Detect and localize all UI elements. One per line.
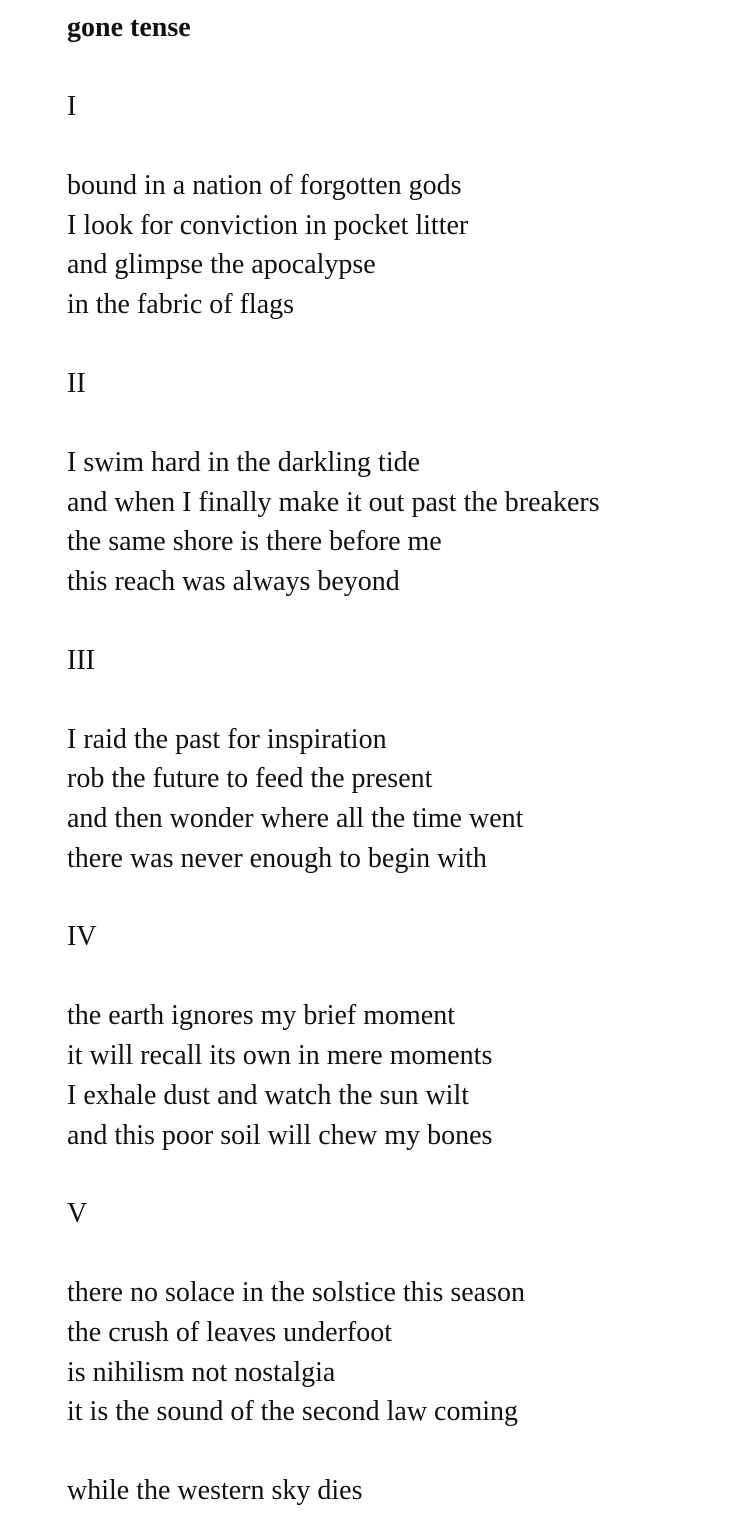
section-number-1: I [67,91,77,122]
stanza-1 [67,166,717,325]
stanza-line: there was never enough to begin with [67,842,487,874]
stanza-line: is nihilism not nostalgia [67,1356,336,1388]
stanza-line: I swim hard in the darkling tide [67,446,421,478]
stanza-2 [67,443,717,602]
stanza-line: this reach was always beyond [67,565,400,597]
stanza-line: it is the sound of the second law coming [67,1396,519,1428]
section-number-3: III [67,644,95,676]
section-number-5: V [67,1198,88,1230]
stanza-line: I exhale dust and watch the sun wilt [67,1079,470,1111]
stanza-line: and this poor soil will chew my bones [67,1119,493,1151]
stanza-line: the earth ignores my brief moment [67,1000,455,1032]
stanza-line: bound in a nation of forgotten gods [67,170,462,201]
stanza-line: I look for conviction in pocket litter [67,209,469,241]
stanza-line: I raid the past for inspiration [67,723,387,755]
stanza-line: rob the future to feed the present [67,763,433,795]
stanza-line: it will recall its own in mere moments [67,1040,493,1072]
coda-line: while the western sky dies [67,1475,363,1507]
stanza-line: the same shore is there before me [67,526,442,558]
stanza-line: and when I finally make it out past the breakers [67,486,600,518]
stanza-3 [67,720,717,879]
stanza-line: the crush of leaves underfoot [67,1316,392,1348]
section-number-2: II [67,367,86,399]
stanza-line: and glimpse the apocalypse [67,249,376,281]
poem [67,8,717,1511]
stanza-5 [67,1273,717,1432]
section-number-4: IV [67,921,97,953]
stanza-4 [67,996,717,1155]
stanza-line: in the fabric of flags [67,289,295,321]
poem-title: gone tense [67,12,191,43]
stanza-line: there no solace in the solstice this season [67,1277,525,1309]
stanza-line: and then wonder where all the time went [67,803,524,835]
